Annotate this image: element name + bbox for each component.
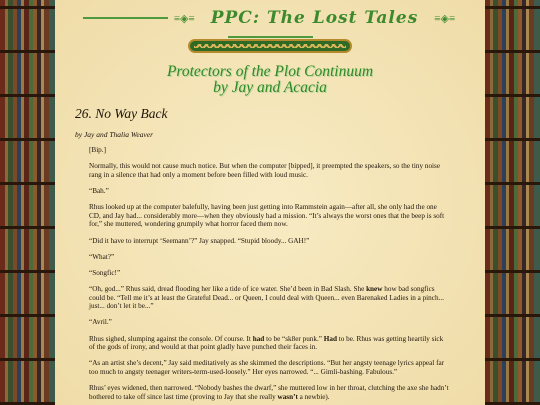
chapter-byline: by Jay and Thalia Weaver: [75, 130, 154, 139]
celtic-knot-divider-icon: [188, 39, 352, 53]
story-paragraph: “Bah.”: [89, 186, 109, 195]
series-title: Protectors of the Plot Continuum: [166, 63, 374, 80]
story-paragraph: “Songfic!”: [89, 268, 121, 277]
site-title[interactable]: PPC: The Lost Tales: [210, 8, 419, 28]
story-paragraph: Normally, this would not cause much notice. But when the computer [bipped], it preempted the speakers, so the tiny noise rang in a silence that had only a moment before been filled with loud music.: [89, 162, 441, 179]
story-body: [89, 146, 449, 401]
series-authors: by Jay and Acacia: [213, 79, 327, 96]
story-paragraph: Rhus’ eyes widened, then narrowed. “Nobody bashes the dwarf,” she muttered low in her throat, clutching the axe she hadn’t bothered to take off since last time (proving to Jay that she really wasn’t a newbie).: [89, 384, 449, 401]
story-paragraph: “What?”: [89, 252, 115, 261]
story-paragraph: “Avril.”: [89, 318, 112, 327]
chapter-title: 26. No Way Back: [75, 106, 168, 121]
story-content: [75, 106, 465, 405]
bookshelf-right-border: [485, 0, 540, 405]
celtic-ornament-right-icon: ≡◈≡: [434, 12, 456, 25]
story-paragraph: [Bip.]: [89, 146, 106, 154]
celtic-ornament-left-icon: ≡◈≡: [173, 12, 195, 25]
story-paragraph: “Oh, god...” Rhus said, dread flooding her like a tide of ice water. She’d been in Bad Slash. She knew how bad songfics could be. “Tell me it’s at least the Grateful Dead... or Queen, I could deal with Queen... even Barenaked Ladies in a pinch... just... don’t let it be...”: [89, 285, 444, 311]
banner-rule-left: [83, 17, 168, 19]
series-heading: [55, 64, 485, 96]
story-paragraph: Rhus looked up at the computer balefully, having been just getting into Rammstein again—after all, she only had the one CD, and Jay had... considerably more—when they obviously had a mission. “It’s always the worst ones that the beep is soft for,” she muttered, wondering grumpily what horror faced them now.: [89, 203, 445, 229]
story-paragraph: “As an artist she’s decent,” Jay said meditatively as she skimmed the descriptions. “But her angsty teenage lyrics appeal far too much to angsty teenager writers-term-used-loosely.” Her eyes narrowed. “... Gimli-bashing. Fabulous.”: [89, 359, 445, 377]
story-paragraph: “Did it have to interrupt ‘Seemann’?” Jay snapped. “Stupid bloody... GAH!”: [89, 236, 310, 245]
story-paragraph: Rhus sighed, slumping against the console. Of course. It had to be “sk8er punk.” Had to be. Rhus was getting heartily sick of the gods of irony, and would at that point gladly have punched their faces in.: [89, 334, 444, 352]
bookshelf-left-border: [0, 0, 55, 405]
page-parchment: [55, 0, 485, 405]
